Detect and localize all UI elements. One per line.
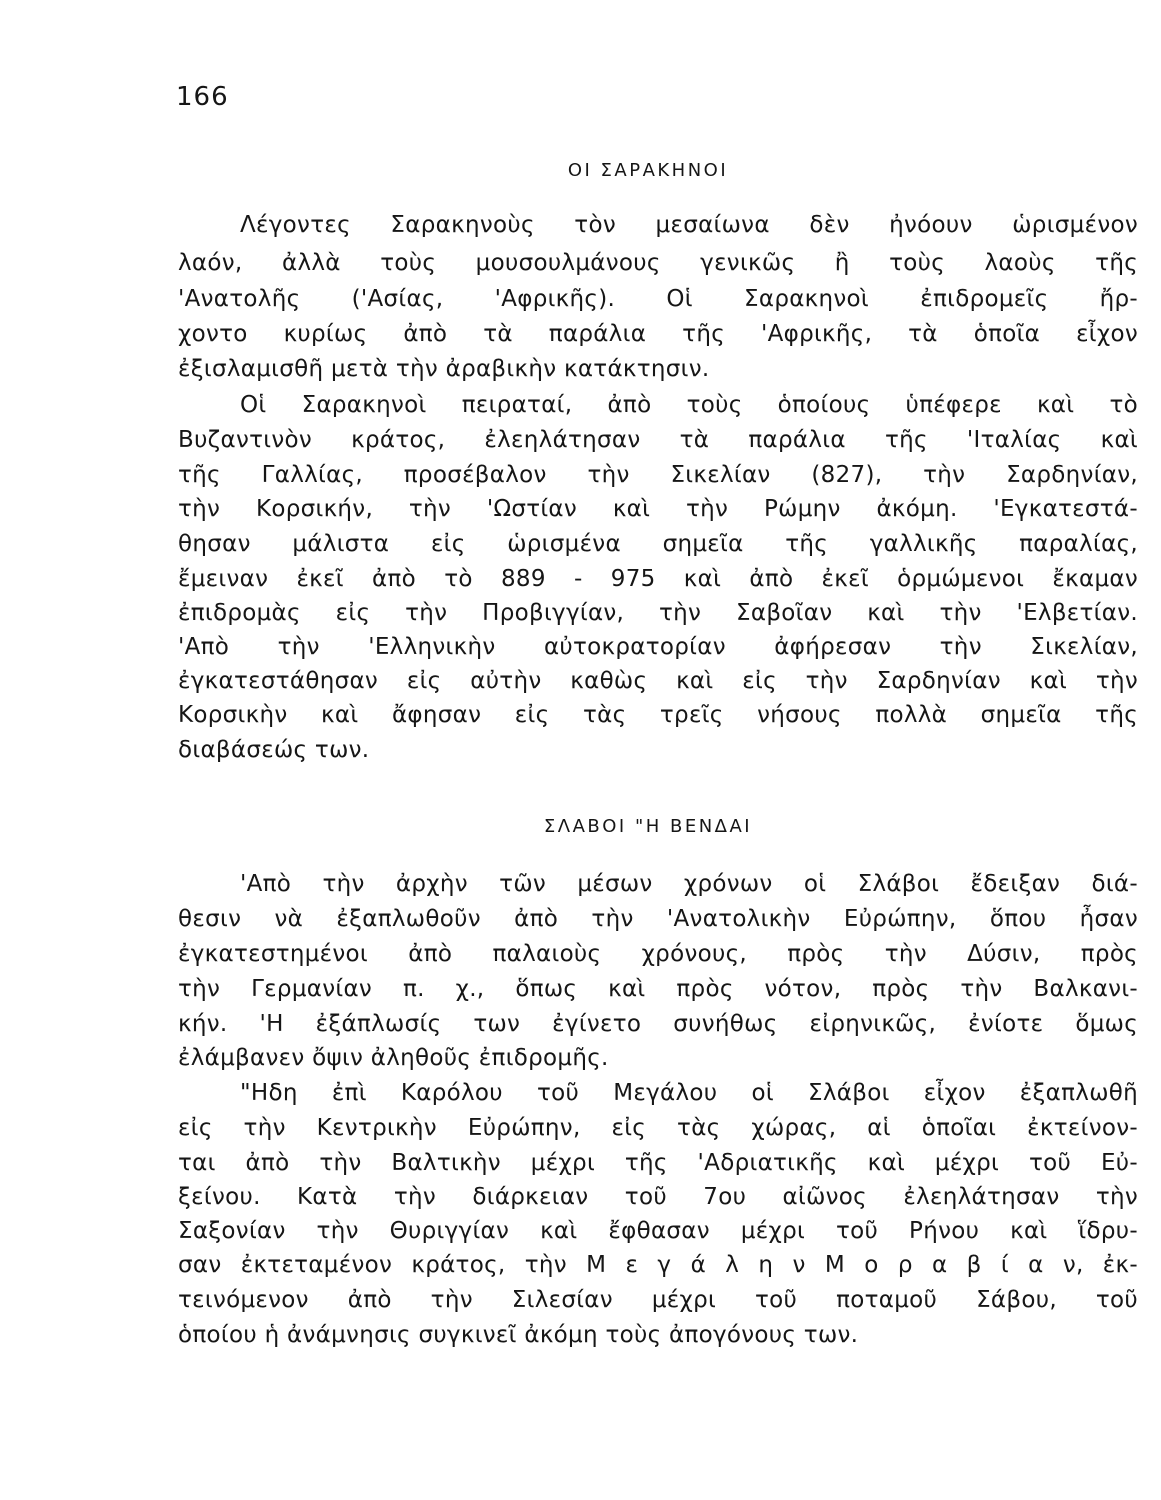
text-line: Οἱ Σαρακηνοὶ πειραταί, ἀπὸ τοὺς ὁποίους ὑπέφερε καὶ τὸ: [240, 392, 1138, 418]
text-line: ξείνου. Κατὰ τὴν διάρκειαν τοῦ 7ου αἰῶνος ἐλεηλάτησαν τὴν: [178, 1184, 1138, 1210]
text-line: ἐγκατεστάθησαν εἰς αὐτὴν καθὼς καὶ εἰς τὴν Σαρδηνίαν καὶ τὴν: [178, 668, 1138, 694]
text-line: ἐγκατεστημένοι ἀπὸ παλαιοὺς χρόνους, πρὸς τὴν Δύσιν, πρὸς: [178, 941, 1138, 967]
text-line: ἐξισλαμισθῆ μετὰ τὴν ἀραβικὴν κατάκτησιν.: [178, 356, 710, 382]
text-line: ἐλάμβανεν ὄψιν ἀληθοῦς ἐπιδρομῆς.: [178, 1045, 609, 1071]
text-line: ἐπιδρομὰς εἰς τὴν Προβιγγίαν, τὴν Σαβοῖαν καὶ τὴν 'Ελβετίαν.: [178, 600, 1138, 626]
section-title: ΟΙ ΣΑΡΑΚΗΝΟΙ: [567, 160, 729, 181]
text-line: Κορσικὴν καὶ ἄφησαν εἰς τὰς τρεῖς νήσους πολλὰ σημεῖα τῆς: [178, 702, 1138, 728]
section-title: ΣΛΑΒΟΙ "Η ΒΕΝΔΑΙ: [543, 816, 753, 837]
text-line: τεινόμενον ἀπὸ τὴν Σιλεσίαν μέχρι τοῦ ποταμοῦ Σάβου, τοῦ: [178, 1287, 1138, 1313]
page-number: 166: [176, 82, 229, 112]
text-line: τῆς Γαλλίας, προσέβαλον τὴν Σικελίαν (827), τὴν Σαρδηνίαν,: [178, 462, 1138, 488]
text-line: κήν. 'Η ἐξάπλωσίς των ἐγίνετο συνήθως εἰρηνικῶς, ἐνίοτε ὅμως: [178, 1011, 1138, 1037]
text-line: ται ἀπὸ τὴν Βαλτικὴν μέχρι τῆς 'Αδριατικῆς καὶ μέχρι τοῦ Εὐ-: [178, 1150, 1138, 1176]
text-line: σαν ἐκτεταμένον κράτος, τὴν Μ ε γ ά λ η ν Μ ο ρ α β ί α ν, ἐκ-: [178, 1252, 1138, 1278]
text-line: "Ηδη ἐπὶ Καρόλου τοῦ Μεγάλου οἱ Σλάβοι εἶχον ἐξαπλωθῆ: [240, 1080, 1138, 1106]
text-line: 'Απὸ τὴν ἀρχὴν τῶν μέσων χρόνων οἱ Σλάβοι ἔδειξαν διά-: [240, 871, 1138, 897]
text-line: θησαν μάλιστα εἰς ὡρισμένα σημεῖα τῆς γαλλικῆς παραλίας,: [178, 531, 1138, 557]
text-line: 'Απὸ τὴν 'Ελληνικὴν αὐτοκρατορίαν ἀφήρεσαν τὴν Σικελίαν,: [178, 634, 1138, 660]
text-line: διαβάσεώς των.: [178, 737, 370, 763]
text-line: Λέγοντες Σαρακηνοὺς τὸν μεσαίωνα δὲν ἠνόουν ὡρισμένον: [240, 212, 1138, 238]
text-line: τὴν Κορσικήν, τὴν 'Ωστίαν καὶ τὴν Ρώμην ἀκόμη. 'Εγκατεστά-: [178, 496, 1138, 522]
text-line: ὁποίου ἡ ἀνάμνησις συγκινεῖ ἀκόμη τοὺς ἀπογόνους των.: [178, 1322, 859, 1348]
text-line: τὴν Γερμανίαν π. χ., ὅπως καὶ πρὸς νότον, πρὸς τὴν Βαλκανι-: [178, 976, 1138, 1002]
text-line: Σαξονίαν τὴν Θυριγγίαν καὶ ἔφθασαν μέχρι τοῦ Ρήνου καὶ ἵδρυ-: [178, 1218, 1138, 1244]
text-line: εἰς τὴν Κεντρικὴν Εὐρώπην, εἰς τὰς χώρας, αἱ ὁποῖαι ἐκτείνον-: [178, 1115, 1138, 1141]
text-line: θεσιν νὰ ἐξαπλωθοῦν ἀπὸ τὴν 'Ανατολικὴν Εὐρώπην, ὅπου ἦσαν: [178, 906, 1138, 932]
text-line: Βυζαντινὸν κράτος, ἐλεηλάτησαν τὰ παράλια τῆς 'Ιταλίας καὶ: [178, 427, 1138, 453]
text-line: 'Ανατολῆς ('Ασίας, 'Αφρικῆς). Οἱ Σαρακηνοὶ ἐπιδρομεῖς ἤρ-: [178, 286, 1138, 312]
text-line: λαόν, ἀλλὰ τοὺς μουσουλμάνους γενικῶς ἢ τοὺς λαοὺς τῆς: [178, 250, 1138, 276]
text-line: ἔμειναν ἐκεῖ ἀπὸ τὸ 889 - 975 καὶ ἀπὸ ἐκεῖ ὁρμώμενοι ἔκαμαν: [178, 566, 1138, 592]
text-line: χοντο κυρίως ἀπὸ τὰ παράλια τῆς 'Αφρικῆς, τὰ ὁποῖα εἶχον: [178, 321, 1138, 347]
